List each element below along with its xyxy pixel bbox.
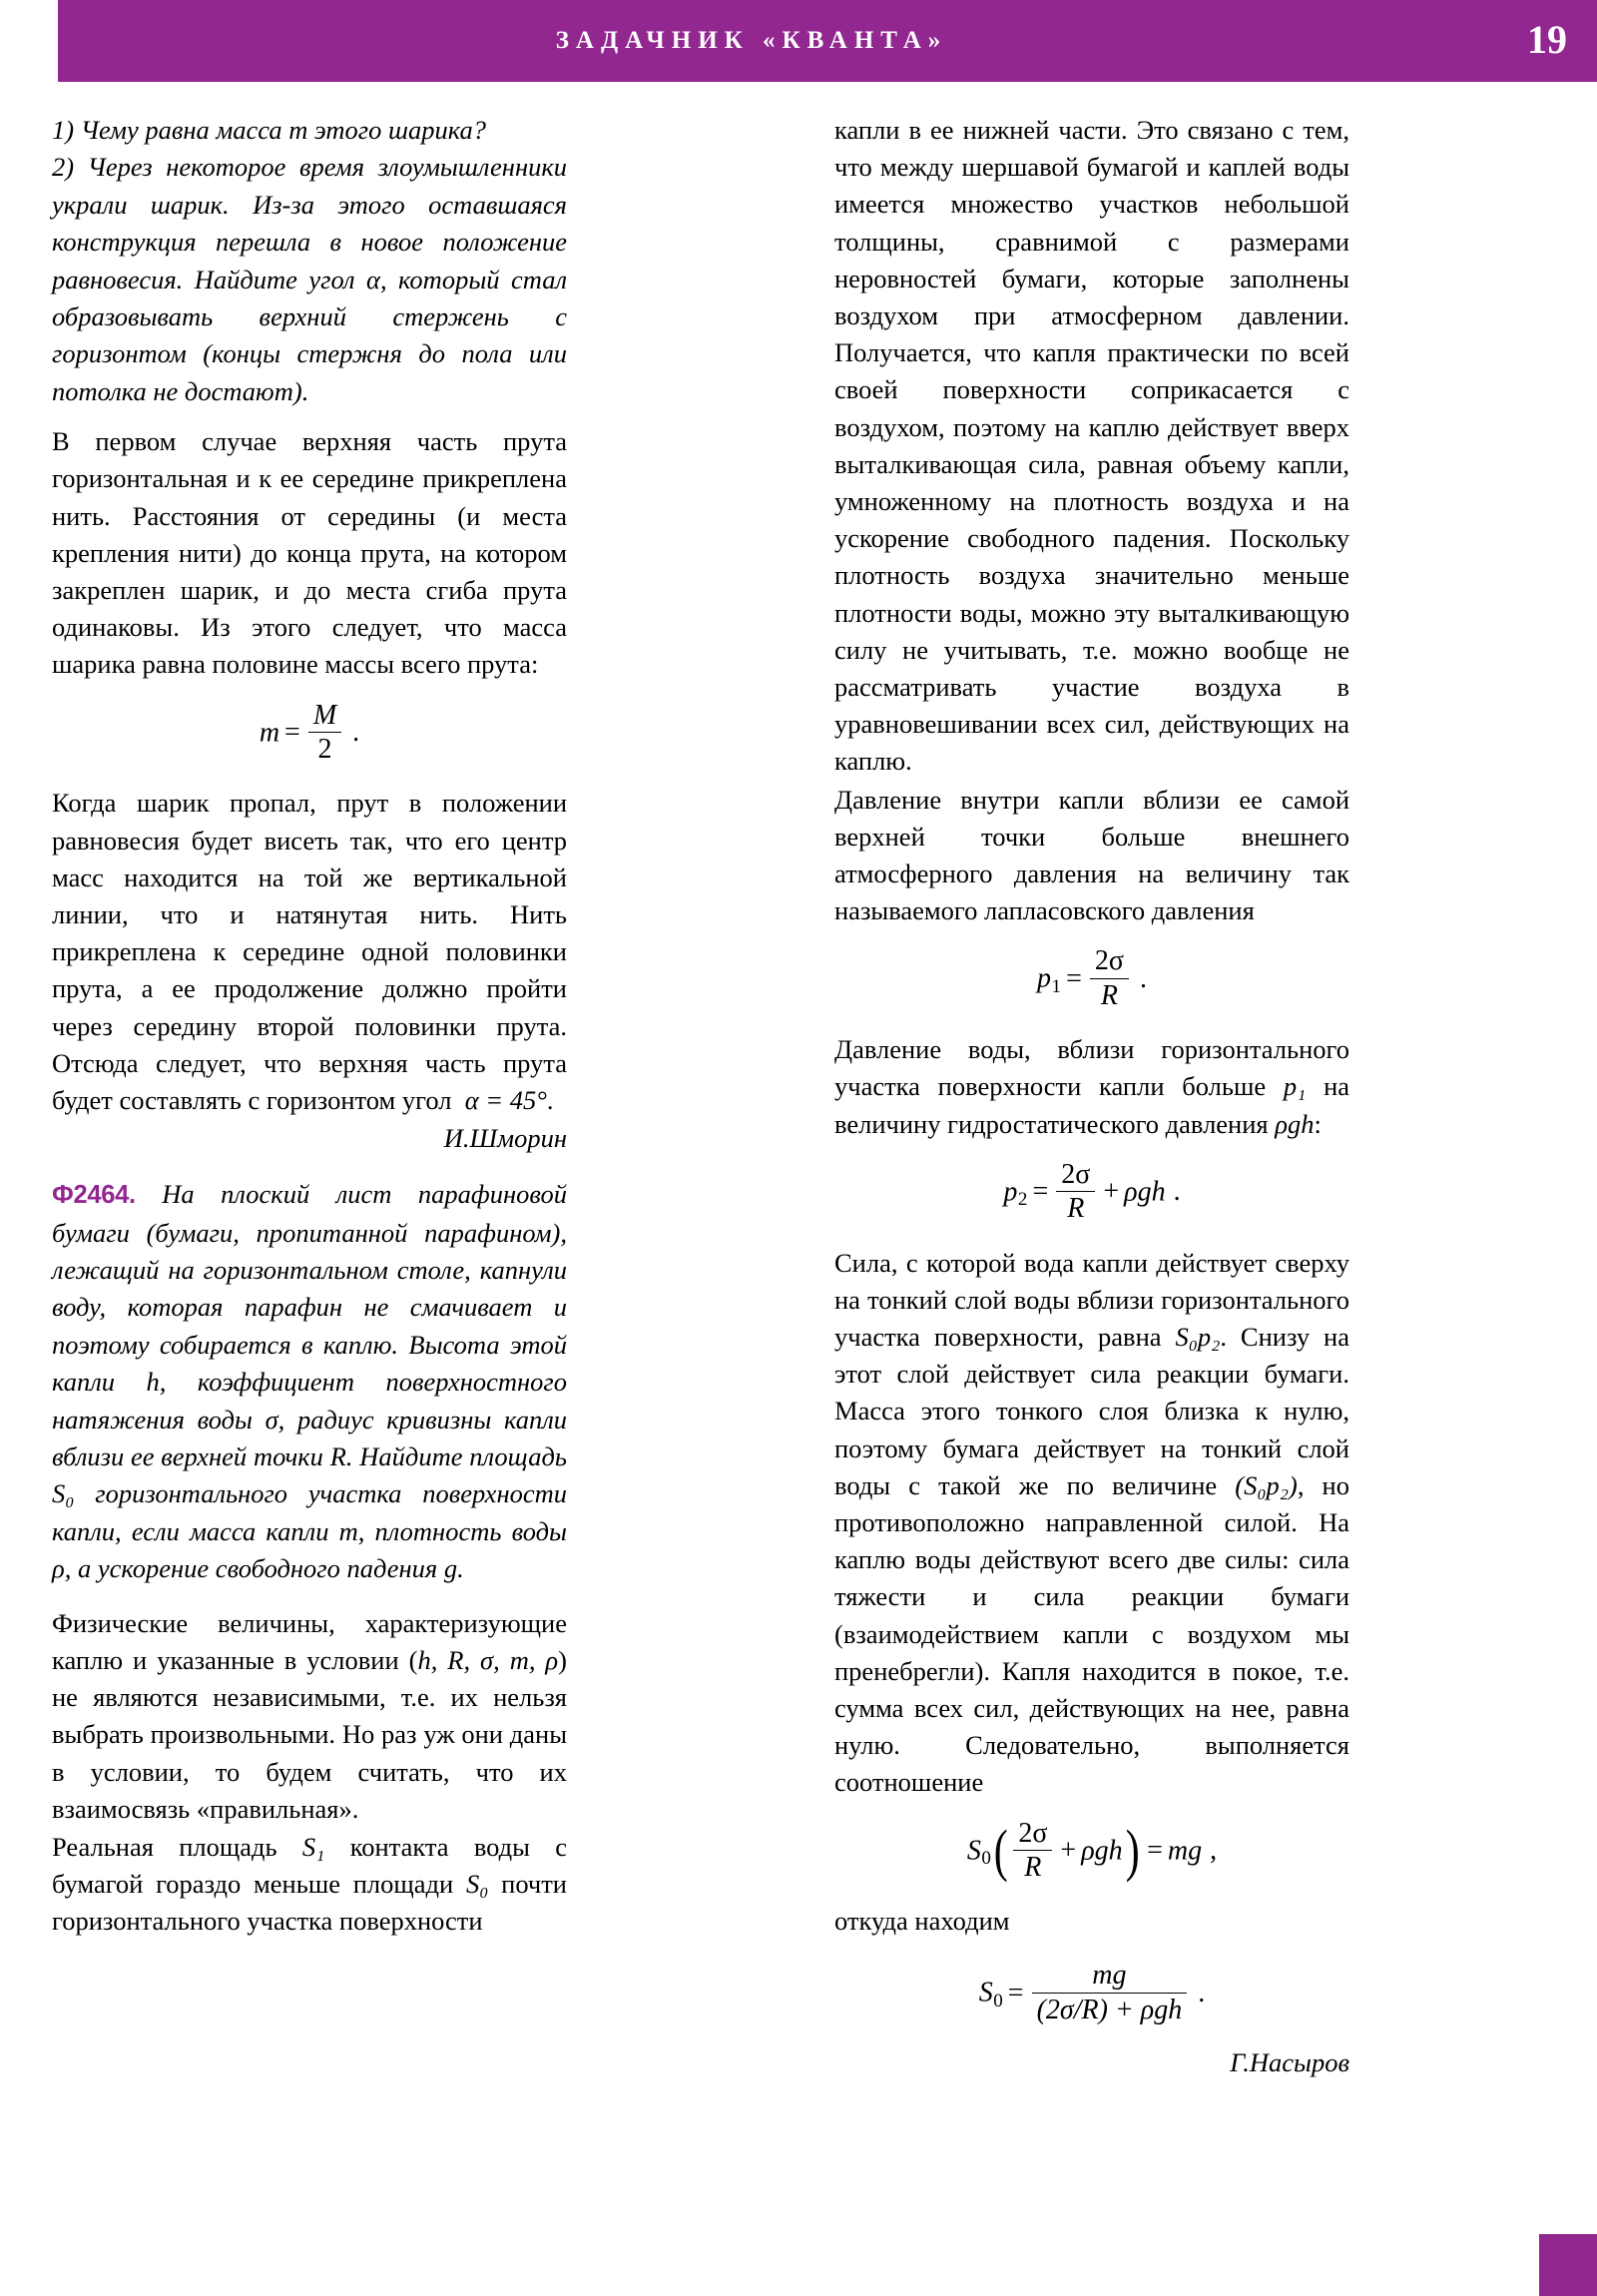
fraction-denominator: R bbox=[1024, 1851, 1042, 1883]
symbol-s1: S₁ bbox=[301, 1831, 325, 1862]
solution-paragraph-4a: Реальная площадь bbox=[52, 1831, 277, 1862]
right-paragraph-4b: . Снизу на этот слой действует сила реакции бумаги. Масса этого тонкого слоя близка к нулю, поэтому бумага действует на тонкий слой воды с такой же по величине bbox=[834, 1321, 1349, 1500]
solution-paragraph-4b: контакта воды с бумагой гораздо меньше площади bbox=[52, 1831, 568, 1900]
formula-balance-rhs: mg bbox=[1167, 1834, 1203, 1866]
solution-paragraph-4c: почти горизонтального участка поверхности bbox=[52, 1869, 567, 1937]
right-paragraph-4 bbox=[834, 1245, 1349, 1802]
formula-final-period: . bbox=[1198, 1977, 1206, 2009]
formula-lhs: m bbox=[259, 716, 280, 748]
fraction-numerator: 2σ bbox=[1090, 945, 1129, 978]
left-column bbox=[52, 112, 567, 1942]
fraction-denominator: (2σ/R) + ρgh bbox=[1036, 1994, 1183, 2025]
fraction-numerator: M bbox=[308, 700, 341, 733]
angle-alpha-value: α = 45° bbox=[464, 1085, 547, 1116]
formula-p1-period: . bbox=[1139, 962, 1147, 994]
fraction-M-over-2 bbox=[308, 700, 341, 766]
fraction-numerator: 2σ bbox=[1013, 1818, 1052, 1851]
italic-question-2: 2) Через некоторое время злоумышленники украли шарик. Из-за этого оставшаяся конструкция перешла в новое положение равновесия. Найдите угол α, который стал образовывать верхний стержень с горизонтом (концы стержня до пола или потолка не достают). bbox=[52, 152, 567, 406]
page-content bbox=[0, 112, 1597, 2278]
formula-p1-lhs: p bbox=[1037, 962, 1052, 994]
formula-area-result bbox=[834, 1962, 1349, 2027]
solution-paragraph-2-text: Когда шарик пропал, прут в положении равновесия будет висеть так, что его центр масс находится на той же вертикальной линии, что и натянутая нить. Нить прикреплена к середине одной половинки прута, а ее продолжение должно пройти через середину второй половинки прута. Отсюда следует, что верхняя часть прута будет составлять с горизонтом угол bbox=[52, 788, 567, 1116]
solution-paragraph-1: В первом случае верхняя часть прута горизонтальная и к ее середине прикреплена нить. Расстояния от середины (и места крепления нити) до конца прута, на котором закреплен шарик, и до места сгиба прута одинаковы. Из этого следует, что масса шарика равна половине массы всего прута: bbox=[52, 426, 567, 680]
formula-balance-rho-g-h: ρgh bbox=[1081, 1834, 1123, 1866]
formula-p1-subscript: 1 bbox=[1051, 976, 1062, 998]
variable-list: h, R, σ, m, ρ bbox=[417, 1644, 559, 1675]
page-header-title: ЗАДАЧНИК «КВАНТА» bbox=[555, 27, 948, 54]
right-paragraph-3a: Давление воды, вблизи горизонтального участка поверхности капли больше bbox=[834, 1034, 1349, 1102]
formula-final-subscript: 0 bbox=[993, 1991, 1003, 2012]
fraction-2sigma-over-R bbox=[1056, 1159, 1095, 1225]
formula-laplace-pressure bbox=[834, 947, 1349, 1013]
fraction-denominator: R bbox=[1067, 1193, 1085, 1225]
formula-p2-plus: + bbox=[1103, 1176, 1120, 1208]
problem-statement: На плоский лист парафиновой бумаги (бумаги, пропитанной парафином), лежащий на горизонтальном столе, капнули воду, которая парафин не смачивает и поэтому собирается в каплю. Высота этой капли h, коэффициент поверхностного натяжения воды σ, радиус кривизны капли вблизи ее верхней точки R. Найдите площадь S₀ горизонтального участка поверхности капли, если масса капли m, плотность воды ρ, а ускорение свободного падения g. bbox=[52, 1179, 568, 1584]
formula-balance-comma: , bbox=[1210, 1834, 1218, 1866]
formula-mass-ball bbox=[52, 699, 567, 768]
formula-p2-rho-g-h: ρgh bbox=[1124, 1176, 1166, 1208]
problem-number-label: Ф2464. bbox=[52, 1181, 136, 1210]
right-paragraph-1: капли в ее нижней части. Это связано с тем, что между шершавой бумагой и каплей воды имеется множество участков небольшой толщины, сравнимой с размерами неровностей бумаги, которые заполнены воздухом при атмосферном давлении. Получается, что капля практически по всей своей поверхности соприкасается с воздухом, поэтому на каплю действует вверх выталкивающая сила, равная объему капли, умноженному на плотность воздуха и на ускорение свободного падения. Поскольку плотность воздуха значительно меньше плотности воды, можно эту выталкивающую силу не учитывать, т.е. можно вообще не рассматривать участие воздуха в уравновешивании всех сил, действующих на каплю. bbox=[834, 115, 1349, 777]
formula-p2-lhs: p bbox=[1003, 1176, 1018, 1208]
fraction-numerator: 2σ bbox=[1056, 1159, 1095, 1192]
formula-operator: = bbox=[284, 716, 300, 748]
right-paren: ) bbox=[1125, 1817, 1140, 1883]
italic-question-1: 1) Чему равна масса m этого шарика? bbox=[52, 115, 486, 145]
right-paragraph-5: откуда находим bbox=[834, 1906, 1010, 1937]
left-paren: ( bbox=[993, 1817, 1008, 1883]
right-paragraph-3 bbox=[834, 1031, 1349, 1143]
problem-2464 bbox=[52, 1176, 567, 1587]
right-paragraph-3c: : bbox=[1314, 1108, 1322, 1139]
formula-balance-s0-subscript: 0 bbox=[981, 1848, 991, 1870]
formula-force-balance bbox=[834, 1817, 1349, 1886]
page-header-band bbox=[58, 0, 1597, 82]
solution-paragraph-3b: ) не являются независимыми, т.е. их нельзя выбрать произвольными. Но раз уж они даны в условии, то будем считать, что их взаимосвязь «правильная». bbox=[52, 1644, 567, 1824]
right-paragraph-3b: на величину гидростатического давления bbox=[834, 1071, 1350, 1139]
symbol-s0-p2: S₀p₂ bbox=[1175, 1321, 1221, 1352]
symbol-p1: p₁ bbox=[1283, 1071, 1307, 1102]
right-paragraph-4a: Сила, с которой вода капли действует сверху на тонкий слой воды вблизи горизонтального участка поверхности, равна bbox=[834, 1247, 1349, 1352]
formula-balance-equals: = bbox=[1147, 1834, 1163, 1866]
right-paragraph-2: Давление внутри капли вблизи ее самой верхней точки больше внешнего атмосферного давления на величину так называемого лапласовского давления bbox=[834, 784, 1349, 926]
formula-balance-s0: S bbox=[966, 1834, 981, 1866]
fraction-2sigma-over-R bbox=[1013, 1818, 1052, 1884]
right-column bbox=[834, 112, 1349, 2080]
symbol-rho-g-h: ρgh bbox=[1275, 1108, 1315, 1139]
formula-p2-period: . bbox=[1173, 1176, 1181, 1208]
solution-paragraph-3a: Физические величины, характеризующие каплю и указанные в условии ( bbox=[52, 1607, 567, 1675]
signature-author-2: Г.Насыров bbox=[1230, 2047, 1349, 2078]
formula-p2-operator: = bbox=[1032, 1176, 1049, 1208]
signature-author-1: И.Шморин bbox=[443, 1123, 567, 1154]
angle-alpha-period: . bbox=[546, 1085, 554, 1116]
fraction-numerator: mg bbox=[1032, 1960, 1188, 1993]
right-paragraph-4c: , но противоположно направленной силой. На каплю воды действуют всего две силы: сила тяжести и сила реакции бумаги (взаимодействием капли с воздухом мы пренебрегли). Капля находится в покое, т.е. сумма всех сил, действующих на нее, равна нулю. Следовательно, выполняется соотношение bbox=[834, 1469, 1349, 1798]
formula-p1-operator: = bbox=[1066, 962, 1082, 994]
fraction-denominator: 2 bbox=[317, 734, 332, 766]
symbol-s0-p2-paren: (S₀p₂) bbox=[1235, 1469, 1298, 1500]
symbol-s0: S₀ bbox=[465, 1869, 489, 1900]
formula-final-lhs: S bbox=[978, 1977, 993, 2009]
solution-paragraph-4 bbox=[52, 1829, 567, 1941]
solution-paragraph-2 bbox=[52, 785, 567, 1119]
page-number: 19 bbox=[1527, 17, 1567, 62]
formula-final-operator: = bbox=[1007, 1977, 1024, 2009]
fraction-mg-over-expr bbox=[1032, 1960, 1188, 2025]
formula-p2-subscript: 2 bbox=[1017, 1189, 1028, 1211]
corner-mark bbox=[1539, 2234, 1597, 2296]
solution-paragraph-3 bbox=[52, 1605, 567, 1828]
fraction-2sigma-over-R bbox=[1090, 945, 1129, 1011]
fraction-denominator: R bbox=[1100, 979, 1118, 1011]
formula-balance-plus: + bbox=[1060, 1834, 1077, 1866]
formula-period: . bbox=[352, 716, 360, 748]
formula-pressure-p2 bbox=[834, 1158, 1349, 1227]
